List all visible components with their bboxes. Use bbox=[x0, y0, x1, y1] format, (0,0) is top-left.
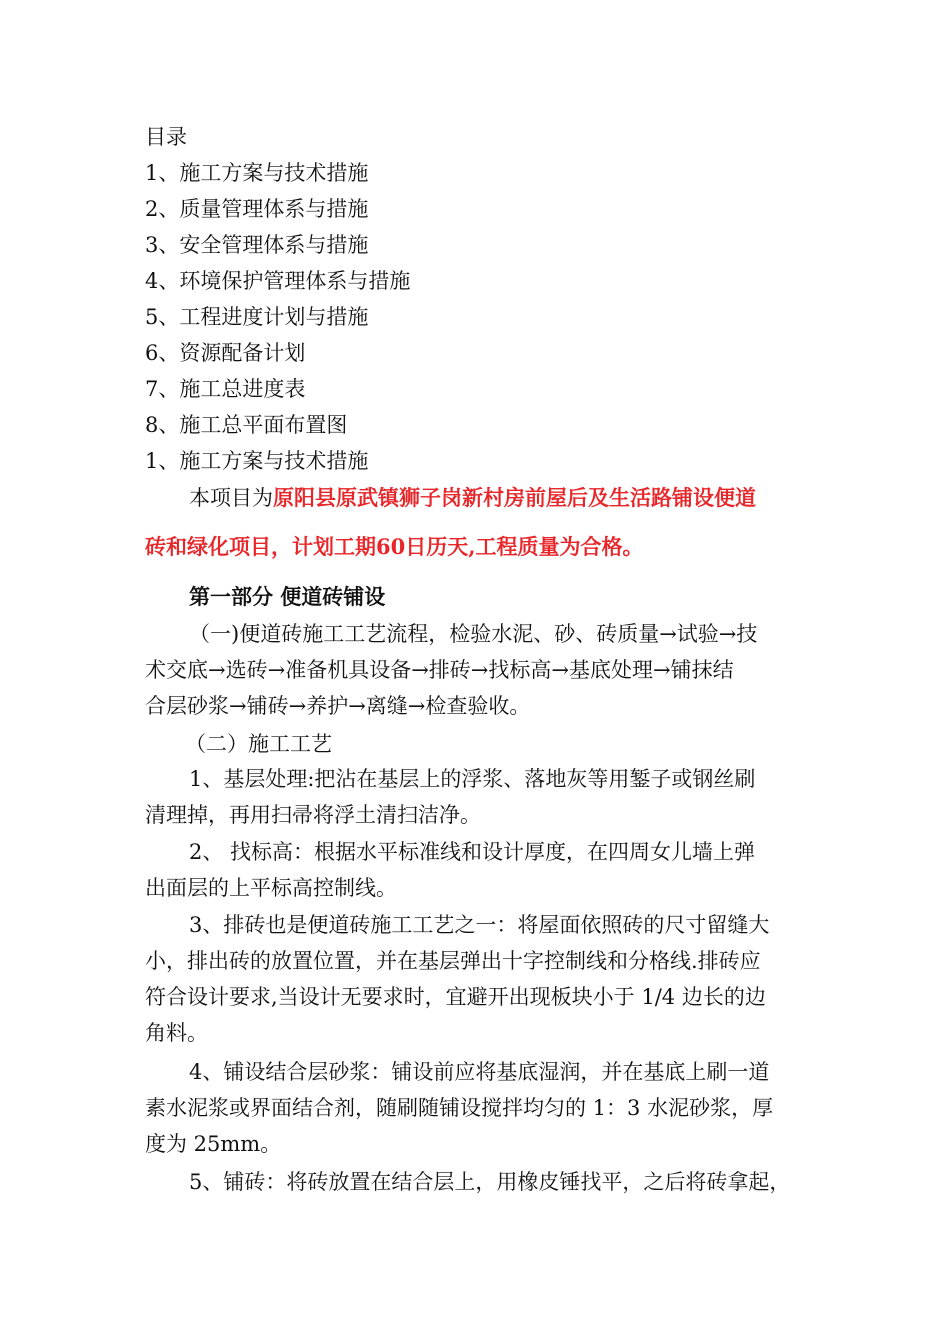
toc-item: 5、工程进度计划与措施 bbox=[145, 305, 369, 329]
toc-item: 3、安全管理体系与措施 bbox=[145, 233, 369, 257]
project-name-highlight: 原阳县原武镇狮子岗新村房前屋后及生活路铺设便道 bbox=[273, 485, 756, 510]
toc-item: 1、施工方案与技术措施 bbox=[145, 161, 369, 185]
step-2-line: 出面层的上平标高控制线。 bbox=[145, 876, 397, 900]
step-1-line: 1、基层处理:把沾在基层上的浮浆、落地灰等用錾子或钢丝刷 bbox=[189, 767, 756, 791]
part-title: 第一部分 便道砖铺设 bbox=[189, 584, 386, 609]
flow-line: 术交底→选砖→准备机具设备→排砖→找标高→基底处理→铺抹结 bbox=[145, 658, 734, 682]
process-heading: （二）施工工艺 bbox=[185, 732, 332, 756]
flow-line: 合层砂浆→铺砖→养护→离缝→检查验收。 bbox=[145, 694, 531, 718]
flow-line: （一)便道砖施工工艺流程，检验水泥、砂、砖质量→试验→技 bbox=[189, 622, 758, 646]
step-3-line: 3、排砖也是便道砖施工工艺之一：将屋面依照砖的尺寸留缝大 bbox=[189, 913, 770, 937]
toc-item: 6、资源配备计划 bbox=[145, 341, 306, 365]
intro-paragraph-line bbox=[189, 484, 756, 512]
step-2-line: 2、 找标高：根据水平标准线和设计厚度，在四周女儿墙上弹 bbox=[189, 840, 756, 864]
step-3-line: 角料。 bbox=[145, 1021, 208, 1045]
toc-item: 7、施工总进度表 bbox=[145, 377, 306, 401]
step-4-line: 4、铺设结合层砂浆：铺设前应将基底湿润，并在基底上刷一道 bbox=[189, 1060, 770, 1084]
intro-prefix: 本项目为 bbox=[189, 486, 273, 510]
step-1-line: 清理掉，再用扫帚将浮土清扫洁净。 bbox=[145, 803, 481, 827]
step-4-line: 度为 25mm。 bbox=[145, 1132, 282, 1156]
step-3-line: 符合设计要求,当设计无要求时，宜避开出现板块小于 1/4 边长的边 bbox=[145, 985, 766, 1009]
toc-title: 目录 bbox=[145, 125, 187, 149]
section-heading: 1、施工方案与技术措施 bbox=[145, 449, 369, 473]
toc-item: 2、质量管理体系与措施 bbox=[145, 197, 369, 221]
step-5-line: 5、铺砖：将砖放置在结合层上，用橡皮锤找平，之后将砖拿起， bbox=[189, 1170, 791, 1194]
project-summary-highlight: 砖和绿化项目，计划工期60日历天,工程质量为合格。 bbox=[145, 534, 644, 559]
step-3-line: 小，排出砖的放置位置，并在基层弹出十字控制线和分格线.排砖应 bbox=[145, 949, 761, 973]
toc-item: 4、环境保护管理体系与措施 bbox=[145, 269, 411, 293]
toc-item: 8、施工总平面布置图 bbox=[145, 413, 348, 437]
step-4-line: 素水泥浆或界面结合剂，随刷随铺设搅拌均匀的 1：3 水泥砂浆，厚 bbox=[145, 1096, 774, 1120]
